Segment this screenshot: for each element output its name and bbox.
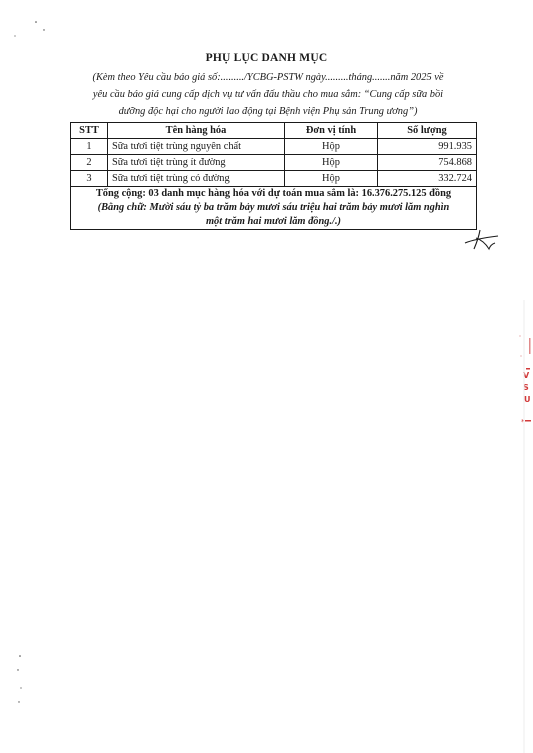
- header-stt: STT: [71, 123, 108, 139]
- cell-item-name: Sữa tươi tiệt trùng ít đường: [108, 155, 285, 171]
- cell-item-name: Sữa tươi tiệt trùng nguyên chất: [108, 139, 285, 155]
- cell-quantity: 754.868: [378, 155, 477, 171]
- cell-stt: 2: [71, 155, 108, 171]
- header-quantity: Số lượng: [378, 123, 477, 139]
- subtitle-line: dưỡng độc hại cho người lao động tại Bệnh viện Phụ sản Trung ương”): [118, 106, 418, 117]
- cell-unit: Hộp: [285, 139, 378, 155]
- red-stamp-fragment-icon: [511, 338, 533, 438]
- cell-stt: 3: [71, 171, 108, 187]
- cell-unit: Hộp: [285, 171, 378, 187]
- subtitle-line: (Kèm theo Yêu cầu báo giá số:........./YCBG-PSTW ngày.........tháng.......năm 2025 về: [92, 72, 444, 83]
- cell-unit: Hộp: [285, 155, 378, 171]
- cell-quantity: 991.935: [378, 139, 477, 155]
- header-item-name: Tên hàng hóa: [108, 123, 285, 139]
- table-summary-row: [71, 187, 477, 230]
- subtitle-line: yêu cầu báo giá cung cấp dịch vụ tư vấn đấu thầu cho mua sắm: “Cung cấp sữa bồi: [92, 89, 444, 100]
- cell-stt: 1: [71, 139, 108, 155]
- svg-text:V: V: [523, 371, 530, 380]
- signature-mark-icon: [462, 226, 502, 252]
- page-title: PHỤ LỤC DANH MỤC: [205, 52, 328, 64]
- amount-in-words-line-1: (Bằng chữ: Mười sáu tỷ ba trăm bảy mươi sáu triệu hai trăm bảy mươi lăm nghìn: [97, 202, 450, 213]
- goods-table: [70, 122, 477, 230]
- svg-text:U: U: [524, 395, 531, 404]
- cell-quantity: 332.724: [378, 171, 477, 187]
- table-header-row: [71, 123, 477, 139]
- header-unit: Đơn vị tính: [285, 123, 378, 139]
- table-row: [71, 171, 477, 187]
- total-line: Tổng cộng: 03 danh mục hàng hóa với dự toán mua sắm là: 16.376.275.125 đồng: [95, 188, 452, 199]
- summary-cell: [71, 187, 477, 230]
- svg-text:S: S: [523, 383, 529, 392]
- cell-item-name: Sữa tươi tiệt trùng có đường: [108, 171, 285, 187]
- table-row: [71, 139, 477, 155]
- table-row: [71, 155, 477, 171]
- amount-in-words-line-2: một trăm hai mươi lăm đồng./.): [205, 216, 342, 227]
- svg-text:*: *: [521, 418, 525, 426]
- page-subtitle: [56, 69, 480, 120]
